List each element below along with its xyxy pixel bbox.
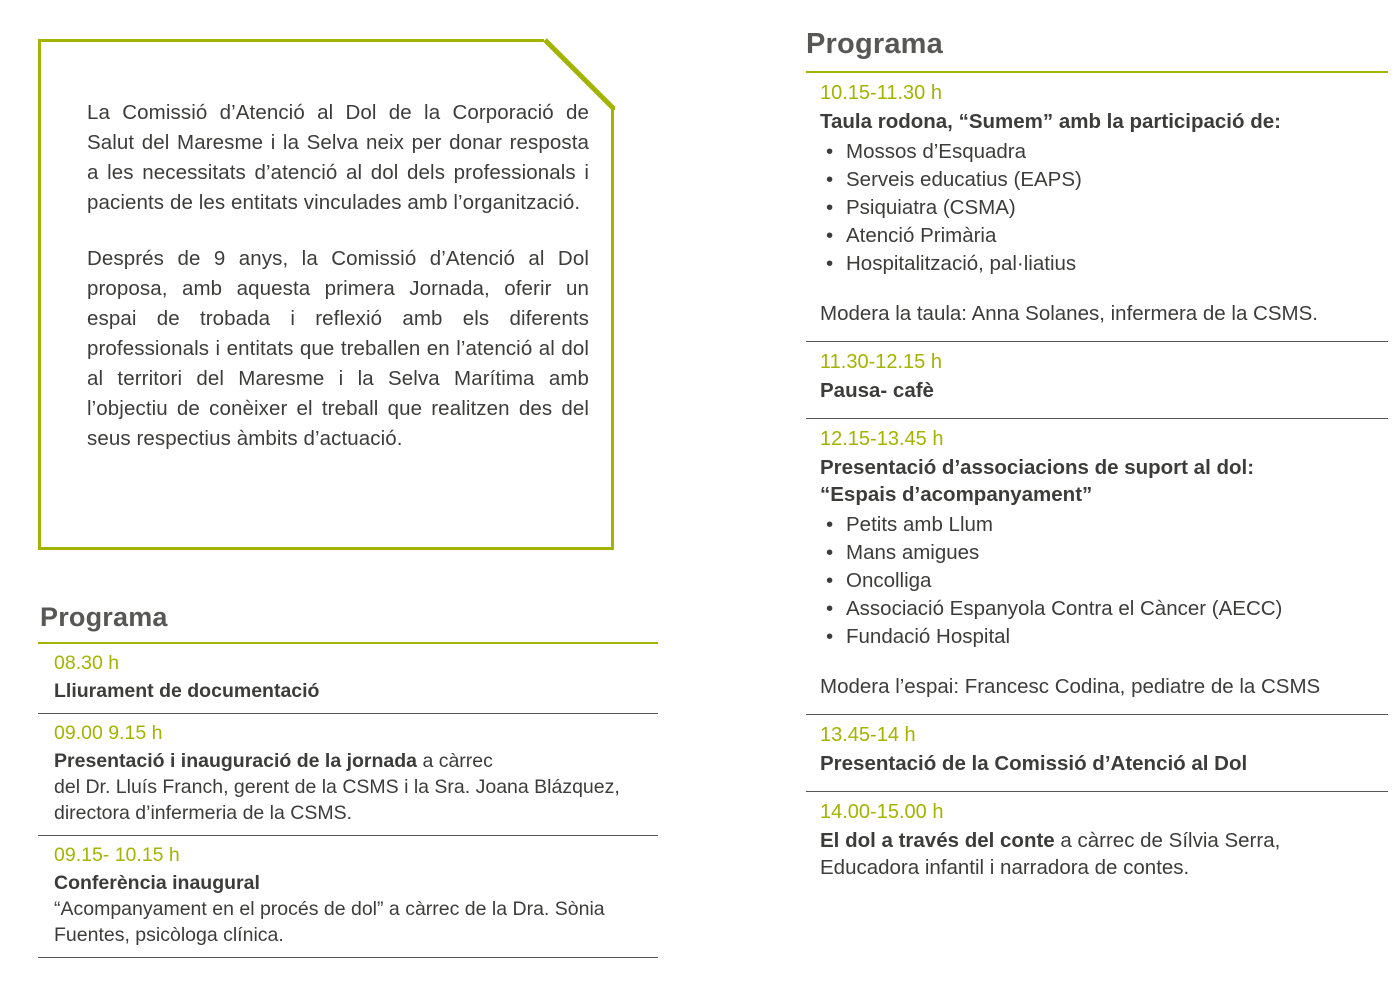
list-item: • Serveis educatius (EAPS) xyxy=(820,166,1388,194)
schedule-detail: “Acompanyament en el procés de dol” a càrrec de la Dra. Sònia Fuentes, psicòloga clínica. xyxy=(54,898,605,946)
intro-text-box xyxy=(38,42,611,550)
schedule-note: Modera la taula: Anna Solanes, infermera de la CSMS. xyxy=(820,302,1318,325)
schedule-title xyxy=(820,750,1388,777)
schedule-time: 09.15- 10.15 h xyxy=(54,844,180,866)
list-item: • Mans amigues xyxy=(820,539,1388,567)
schedule-detail: del Dr. Lluís Franch, gerent de la CSMS i la Sra. Joana Blázquez, directora d’infermeria de la CSMS. xyxy=(54,776,620,824)
list-item: • Mossos d’Esquadra xyxy=(820,138,1388,166)
schedule-item xyxy=(38,835,658,958)
schedule-title-bold: El dol a través del conte xyxy=(820,829,1055,852)
right-column xyxy=(806,28,1388,895)
schedule-title-bold: Presentació i inauguració de la jornada xyxy=(54,750,418,772)
list-item: • Associació Espanyola Contra el Càncer (AECC) xyxy=(820,595,1388,623)
schedule-title-bold: Conferència inaugural xyxy=(54,872,260,894)
schedule-item xyxy=(806,71,1388,341)
left-program-heading: Programa xyxy=(40,602,168,632)
schedule-title xyxy=(820,827,1388,854)
schedule-item xyxy=(806,791,1388,895)
schedule-time: 10.15-11.30 h xyxy=(820,82,942,104)
schedule-detail: Educadora infantil i narradora de contes. xyxy=(820,856,1190,879)
schedule-item xyxy=(38,642,658,713)
right-program-heading: Programa xyxy=(806,28,943,60)
schedule-time: 12.15-13.45 h xyxy=(820,428,944,450)
list-item: • Psiquiatra (CSMA) xyxy=(820,194,1388,222)
schedule-title-bold: “Espais d’acompanyament” xyxy=(820,483,1093,506)
schedule-time: 11.30-12.15 h xyxy=(820,351,942,373)
schedule-note: Modera l’espai: Francesc Codina, pediatre de la CSMS xyxy=(820,675,1321,698)
schedule-title xyxy=(820,454,1388,481)
schedule-title xyxy=(820,108,1388,135)
schedule-item xyxy=(38,713,658,835)
list-item: • Atenció Primària xyxy=(820,222,1388,250)
schedule-bullet-list xyxy=(820,138,1388,278)
list-item: • Oncolliga xyxy=(820,567,1388,595)
schedule-title-tail: a càrrec xyxy=(417,750,493,772)
schedule-title-bold: Taula rodona, “Sumem” amb la participació de: xyxy=(820,110,1281,133)
schedule-title-bold: Lliurament de documentació xyxy=(54,680,320,702)
right-schedule-list xyxy=(806,71,1388,895)
folded-corner-icon xyxy=(543,38,615,110)
list-item: • Petits amb Llum xyxy=(820,511,1388,539)
intro-paragraph-2: Després de 9 anys, la Comissió d’Atenció al Dol proposa, amb aquesta primera Jornada, oferir un espai de trobada i reflexió amb els diferents professionals i entitats que treballen en l’atenció al dol al territori del Maresme i la Selva Marítima amb l’objectiu de conèixer el treball que realitzen des del seus respectius àmbits d’actuació. xyxy=(87,247,589,450)
schedule-title xyxy=(54,870,658,896)
schedule-title-line2 xyxy=(820,481,1388,508)
list-item: • Hospitalització, pal·liatius xyxy=(820,250,1388,278)
schedule-time: 14.00-15.00 h xyxy=(820,801,944,823)
schedule-item xyxy=(806,341,1388,418)
schedule-title xyxy=(54,678,658,704)
schedule-title xyxy=(54,748,658,774)
schedule-time: 08.30 h xyxy=(54,652,120,674)
list-item: • Fundació Hospital xyxy=(820,623,1388,651)
schedule-title xyxy=(820,377,1388,404)
left-column xyxy=(38,42,658,958)
schedule-item xyxy=(806,418,1388,714)
schedule-title-bold: Presentació d’associacions de suport al dol: xyxy=(820,456,1255,479)
schedule-time: 09.00 9.15 h xyxy=(54,722,163,744)
schedule-title-tail: a càrrec de Sílvia Serra, xyxy=(1054,829,1281,852)
left-schedule-list xyxy=(38,642,658,958)
schedule-time: 13.45-14 h xyxy=(820,724,916,746)
schedule-title-bold: Pausa- cafè xyxy=(820,379,934,402)
schedule-title-bold: Presentació de la Comissió d’Atenció al Dol xyxy=(820,752,1248,775)
intro-paragraph-1: La Comissió d’Atenció al Dol de la Corporació de Salut del Maresme i la Selva neix per donar resposta a les necessitats d’atenció al dol dels professionals i pacients de les entitats vinculades amb l’organització. xyxy=(87,101,589,214)
schedule-bullet-list xyxy=(820,511,1388,651)
schedule-item xyxy=(806,714,1388,791)
